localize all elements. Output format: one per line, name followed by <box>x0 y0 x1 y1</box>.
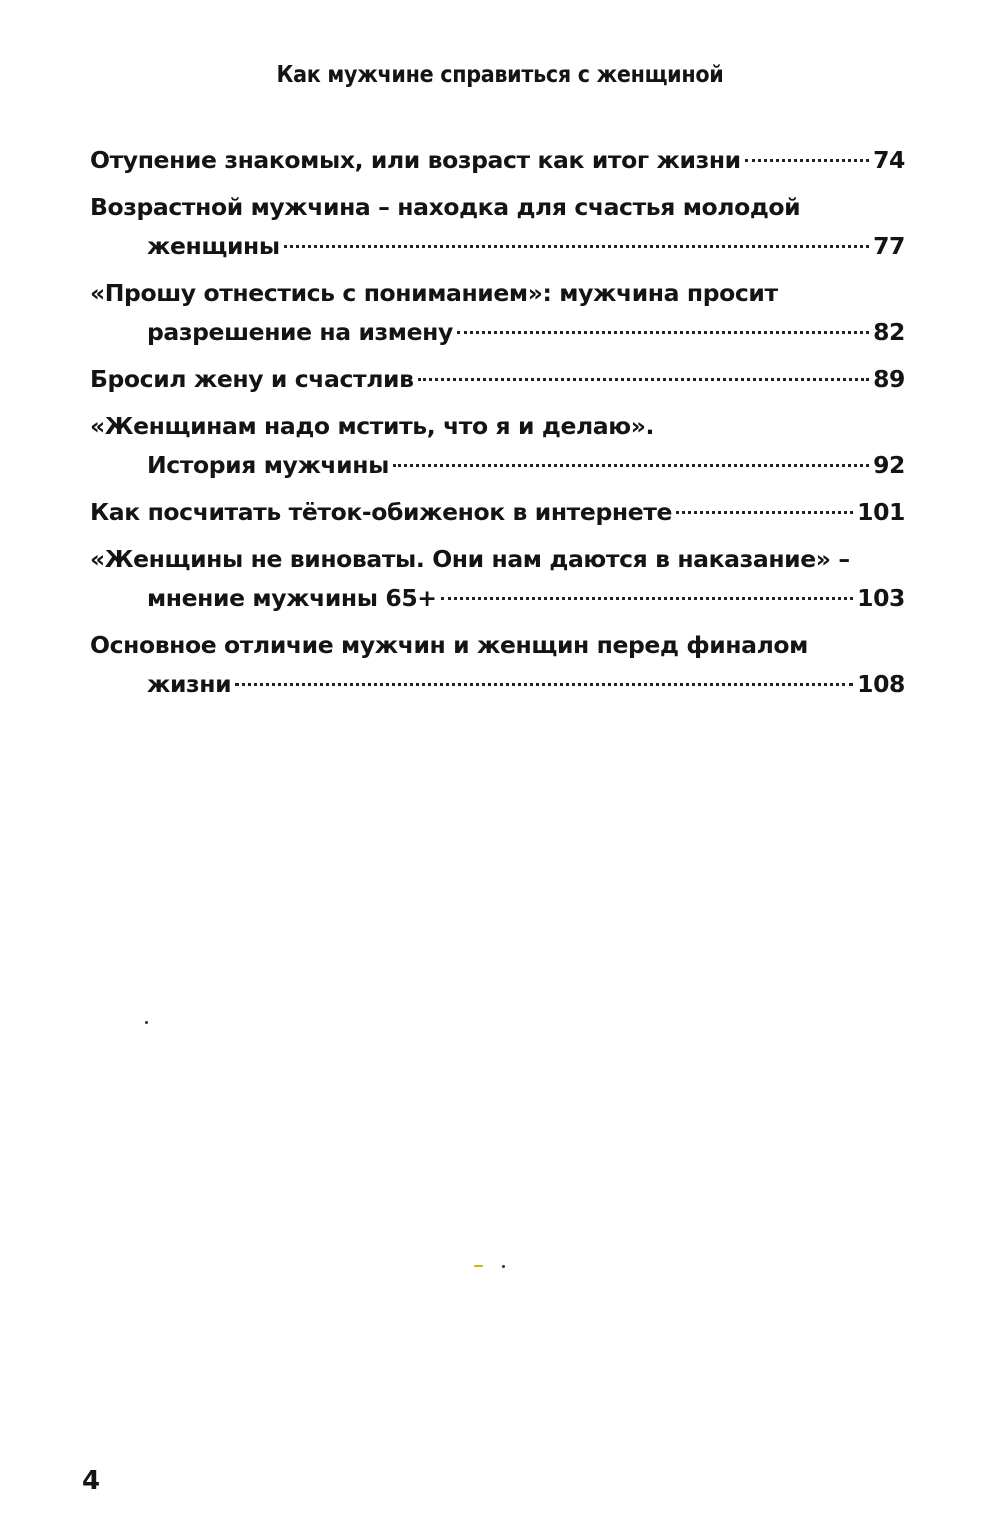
toc-entry-title: Отупение знакомых, или возраст как итог жизни <box>90 146 741 174</box>
table-of-contents <box>90 141 905 712</box>
toc-entry-title-line <box>90 493 905 532</box>
toc-entry-title-line <box>90 579 905 618</box>
toc-entry[interactable] <box>90 360 905 399</box>
toc-page-number: 101 <box>857 498 905 526</box>
scan-speck <box>474 1265 483 1267</box>
toc-entry-title-line <box>90 313 905 352</box>
toc-entry-title: «Женщины не виноваты. Они нам даются в наказание» – <box>90 545 850 573</box>
toc-entry-title: «Прошу отнестись с пониманием»: мужчина просит <box>90 279 778 307</box>
toc-entry-title-line <box>90 446 905 485</box>
toc-page-number: 74 <box>873 146 905 174</box>
toc-entry-title: «Женщинам надо мстить, что я и делаю». <box>90 412 655 440</box>
toc-page-number: 77 <box>873 232 905 260</box>
toc-page-number: 89 <box>873 365 905 393</box>
toc-entry[interactable] <box>90 493 905 532</box>
toc-entry[interactable] <box>90 274 905 352</box>
toc-dot-leader <box>745 159 869 162</box>
toc-entry-title-continuation: История мужчины <box>147 451 389 479</box>
toc-entry[interactable] <box>90 626 905 704</box>
toc-entry[interactable] <box>90 141 905 180</box>
toc-entry-title: Как посчитать тёток-обиженок в интернете <box>90 498 672 526</box>
scan-speck <box>502 1265 505 1268</box>
toc-page-number: 108 <box>857 670 905 698</box>
toc-page-number: 103 <box>857 584 905 612</box>
toc-dot-leader <box>418 378 869 381</box>
scan-speck <box>145 1021 148 1024</box>
toc-entry-title: Возрастной мужчина – находка для счастья молодой <box>90 193 801 221</box>
toc-dot-leader <box>457 331 869 334</box>
toc-entry[interactable] <box>90 407 905 485</box>
toc-dot-leader <box>235 683 853 686</box>
toc-entry-title-line <box>90 360 905 399</box>
toc-entry-title-line <box>90 141 905 180</box>
toc-entry-title-continuation: жизни <box>147 670 232 698</box>
toc-entry[interactable] <box>90 540 905 618</box>
toc-entry-title-line <box>90 227 905 266</box>
toc-dot-leader <box>284 245 869 248</box>
toc-entry-title-continuation: женщины <box>147 232 280 260</box>
toc-page-number: 92 <box>873 451 905 479</box>
toc-page-number: 82 <box>873 318 905 346</box>
toc-entry-title: Бросил жену и счастлив <box>90 365 414 393</box>
toc-entry[interactable] <box>90 188 905 266</box>
toc-dot-leader <box>676 511 853 514</box>
toc-entry-title-continuation: разрешение на измену <box>147 318 453 346</box>
toc-dot-leader <box>441 597 854 600</box>
toc-entry-title: Основное отличие мужчин и женщин перед финалом <box>90 631 808 659</box>
page-number: 4 <box>82 1466 101 1496</box>
toc-entry-title-line <box>90 665 905 704</box>
running-header: Как мужчине справиться с женщиной <box>276 62 724 88</box>
toc-entry-title-continuation: мнение мужчины 65+ <box>147 584 437 612</box>
toc-dot-leader <box>393 464 869 467</box>
